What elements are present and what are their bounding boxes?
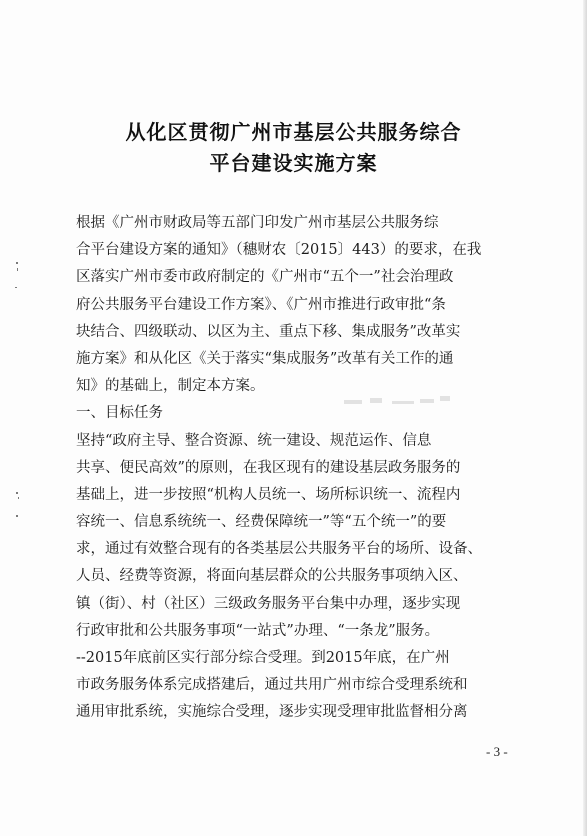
body-line: 基础上，进一步按照“机构人员统一、场所标识统一、流程内 <box>76 486 461 503</box>
body-line: 共享、便民高效”的原则，在我区现有的建设基层政务服务的 <box>76 459 461 476</box>
body-line: 容统一、信息系统统一、经费保障统一”等“五个统一”的要 <box>76 514 447 531</box>
section-heading: 一、目标任务 <box>76 405 163 422</box>
body-line: 块结合、四级联动、以区为主、重点下移、集成服务”改革实 <box>76 323 461 340</box>
page-number: - 3 - <box>486 744 508 759</box>
body-line: 通用审批系统，实施综合受理，逐步实现受理审批监督相分离 <box>76 704 468 721</box>
body-line: 施方案》和从化区《关于落实“集成服务”改革有关工作的通 <box>76 350 454 367</box>
document-title-line-2: 平台建设实施方案 <box>209 151 378 175</box>
body-line: 坚持“政府主导、整合资源、统一建设、规范运作、信息 <box>76 432 432 449</box>
body-line: --2015年底前区实行部分综合受理。到2015年底，在广州 <box>76 650 450 666</box>
document-title-line-1: 从化区贯彻广州市基层公共服务综合 <box>125 120 462 144</box>
body-line: 根据《广州市财政局等五部门印发广州市基层公共服务综 <box>76 215 439 231</box>
document-body <box>76 210 521 727</box>
body-line: 镇（街）、村（社区）三级政务服务平台集中办理，逐步实现 <box>76 595 461 612</box>
body-line: 求，通过有效整合现有的各类基层公共服务平台的场所、设备、 <box>76 541 482 558</box>
body-line: 行政审批和公共服务事项“一站式”办理、“一条龙”服务。 <box>76 622 440 639</box>
body-line: 知》的基础上，制定本方案。 <box>76 378 265 395</box>
body-line: 合平台建设方案的通知》（穗财农〔2015〕443）的要求，在我 <box>76 242 482 259</box>
body-line: 区落实广州市委市政府制定的《广州市“五个一”社会治理政 <box>76 269 454 286</box>
body-line: 市政务服务体系完成搭建后，通过共用广州市综合受理系统和 <box>76 677 468 694</box>
body-line: 人员、经费等资源，将面向基层群众的公共服务事项纳入区、 <box>76 568 468 585</box>
body-line: 府公共服务平台建设工作方案》、《广州市推进行政审批“条 <box>76 296 446 313</box>
